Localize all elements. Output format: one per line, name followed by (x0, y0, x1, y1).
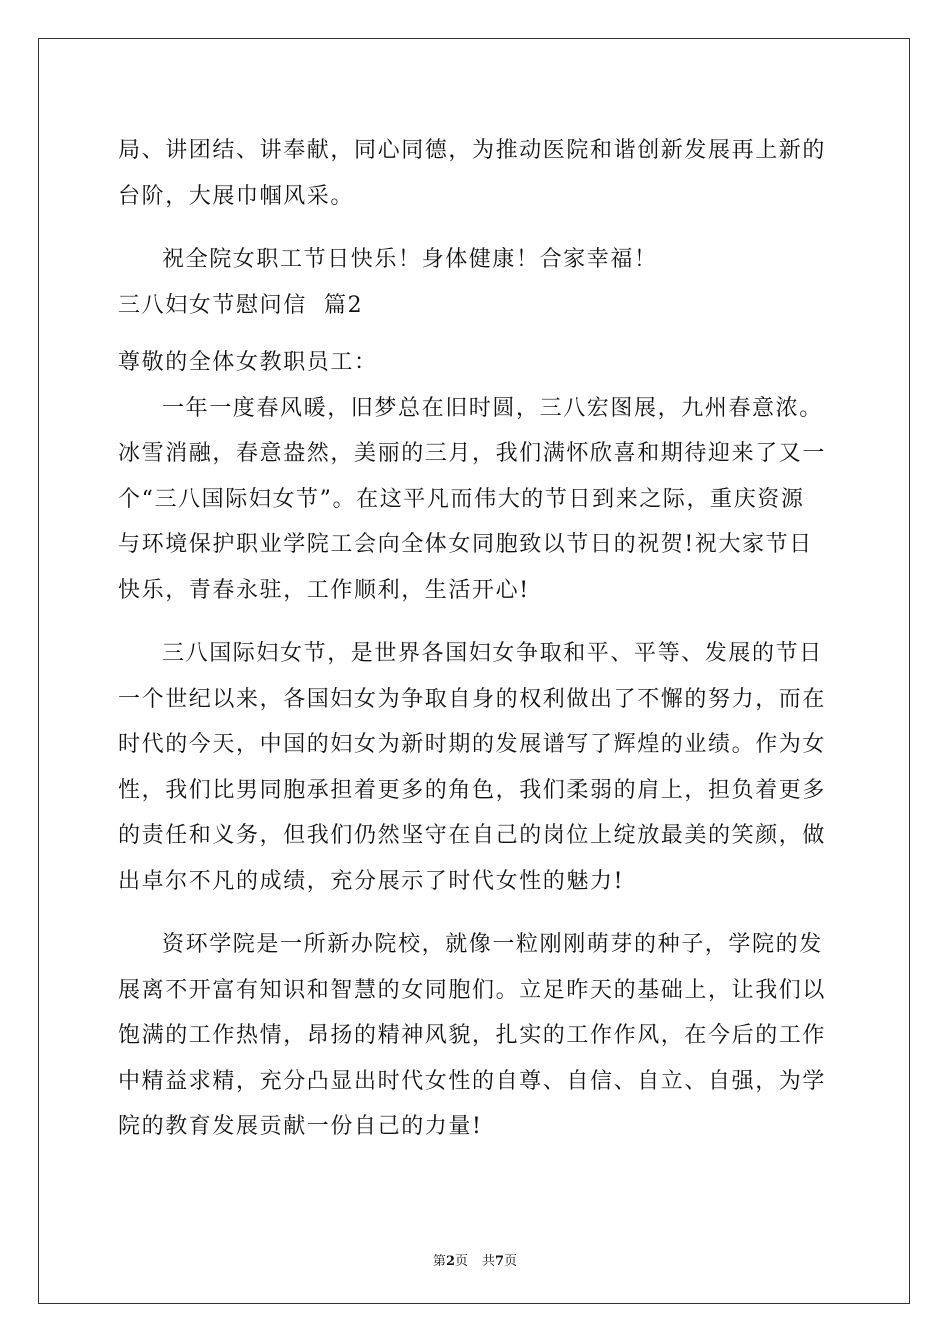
paragraph-5 (118, 922, 834, 1150)
salutation: 尊敬的全体女教职员工： (118, 350, 378, 375)
text-line: 冰雪消融，春意盎然，美丽的三月，我们满怀欣喜和期待迎来了又一 (118, 441, 827, 466)
total-prefix: 共 (482, 1254, 496, 1269)
text-line: 中精益求精，充分凸显出时代女性的自尊、自信、自立、自强，为学 (118, 1068, 827, 1094)
text-line: 性，我们比男同胞承担着更多的角色，我们柔弱的肩上，担负着更多 (118, 777, 827, 803)
paragraph-2 (118, 237, 834, 283)
text-line: 祝全院女职工节日快乐！身体健康！合家幸福！ (162, 247, 658, 272)
section-title: 三八妇女节慰问信 篇2 (118, 292, 364, 318)
page-mid: 页 (454, 1254, 468, 1269)
text-line: 与环境保护职业学院工会向全体女同胞致以节日的祝贺!祝大家节日 (118, 532, 813, 557)
text-line: 出卓尔不凡的成绩，充分展示了时代女性的魅力! (118, 868, 625, 894)
text-line: 一年一度春风暖，旧梦总在旧时圆，三八宏图展，九州春意浓。 (162, 395, 823, 421)
text-line: 的责任和义务，但我们仍然坚守在自己的岗位上绽放最美的笑颜，做 (118, 823, 827, 848)
paragraph-4 (118, 631, 834, 904)
text-line: 一个世纪以来，各国妇女为争取自身的权利做出了不懈的努力，而在 (118, 686, 827, 712)
text-line: 院的教育发展贡献一份自己的力量! (118, 1114, 483, 1139)
text-line: 局、讲团结、讲奉献，同心同德，为推动医院和谐创新发展再上新的 (118, 138, 827, 163)
text-line: 饱满的工作热情，昂扬的精神风貌，扎实的工作作风，在今后的工作 (118, 1023, 827, 1048)
text-line: 展离不开富有知识和智慧的女同胞们。立足昨天的基础上，让我们以 (118, 977, 827, 1003)
text-line: 时代的今天，中国的妇女为新时期的发展谱写了辉煌的业绩。作为女 (118, 732, 827, 757)
total-suffix: 页 (504, 1254, 518, 1269)
page-prefix: 第 (432, 1254, 446, 1269)
text-line: 三八国际妇女节，是世界各国妇女争取和平、平等、发展的节日 (162, 641, 823, 666)
text-line: 台阶，大展巾帼风采。 (118, 183, 355, 209)
text-line: 快乐，青春永驻，工作顺利，生活开心! (118, 577, 530, 603)
text-line: 个“三八国际妇女节”。在这平凡而伟大的节日到来之际，重庆资源 (118, 486, 805, 512)
document-body (118, 128, 834, 1150)
paragraph-1 (118, 128, 834, 219)
current-page-number: 2 (445, 1254, 455, 1269)
paragraph-3 (118, 386, 834, 614)
text-line: 资环学院是一所新办院校，就像一粒刚刚萌芽的种子，学院的发 (162, 932, 823, 957)
total-page-number: 7 (495, 1254, 505, 1269)
page-footer (0, 1250, 950, 1269)
